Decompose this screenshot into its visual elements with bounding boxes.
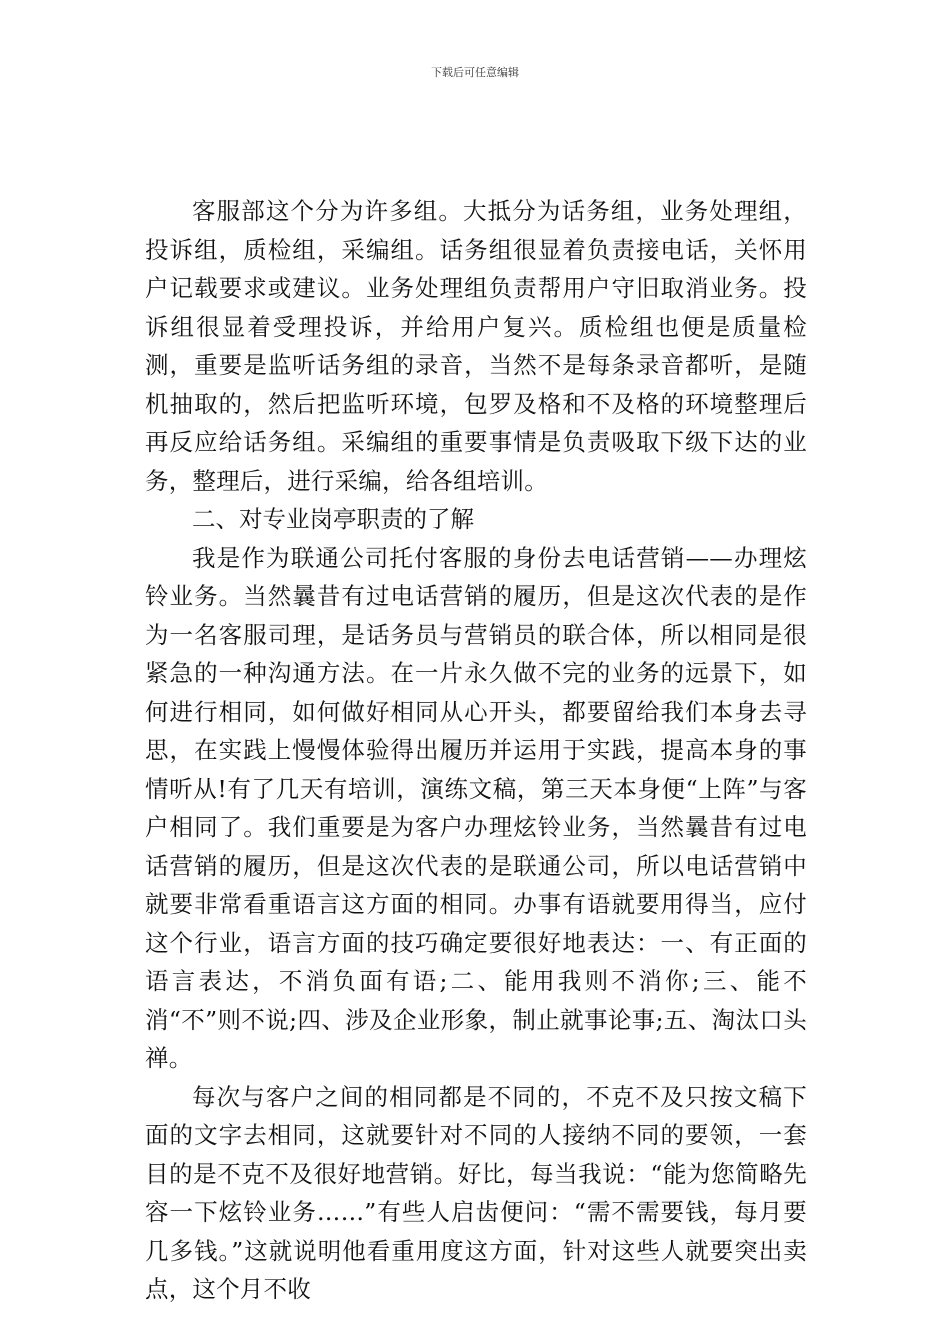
section-heading-job-duties: 二、对专业岗亭职责的了解 [192, 505, 474, 533]
page-header-note: 下载后可任意编辑 [431, 66, 519, 79]
paragraph-customer-communication: 每次与客户之间的相同都是不同的，不克不及只按文稿下面的文字去相同，这就要针对不同的人接纳不同的要领，一套目的是不克不及很好地营销。好比，每当我说：“能为您简略先容一下炫铃业务……”有些人启齿便问：“需不需要钱，每月要几多钱。”这就说明他看重用度这方面，针对这些人就要突出卖点，这个月不收 [145, 1082, 807, 1303]
paragraph-customer-service-groups: 客服部这个分为许多组。大抵分为话务组，业务处理组，投诉组，质检组，采编组。话务组很显着负责接电话，关怀用户记载要求或建议。业务处理组负责帮用户守旧取消业务。投诉组很显着受理投诉，并给用户复兴。质检组也便是质量检测，重要是监听话务组的录音，当然不是每条录音都听，是随机抽取的，然后把监听环境，包罗及格和不及格的环境整理后再反应给话务组。采编组的重要事情是负责吸取下级下达的业务，整理后，进行采编，给各组培训。 [145, 197, 807, 495]
paragraph-telemarketing-role: 我是作为联通公司托付客服的身份去电话营销——办理炫铃业务。当然曩昔有过电话营销的履历，但是这次代表的是作为一名客服司理，是话务员与营销员的联合体，所以相同是很紧急的一种沟通方法。在一片永久做不完的业务的远景下，如何进行相同，如何做好相同从心开头，都要留给我们本身去寻思，在实践上慢慢体验得出履历并运用于实践，提高本身的事情听从!有了几天有培训，演练文稿，第三天本身便“上阵”与客户相同了。我们重要是为客户办理炫铃业务，当然曩昔有过电话营销的履历，但是这次代表的是联通公司，所以电话营销中就要非常看重语言这方面的相同。办事有语就要用得当，应付这个行业，语言方面的技巧确定要很好地表达：一、有正面的语言表达，不消负面有语;二、能用我则不消你;三、能不消“不”则不说;四、涉及企业形象，制止就事论事;五、淘汰口头禅。 [145, 543, 807, 1072]
document-body [145, 192, 807, 1309]
